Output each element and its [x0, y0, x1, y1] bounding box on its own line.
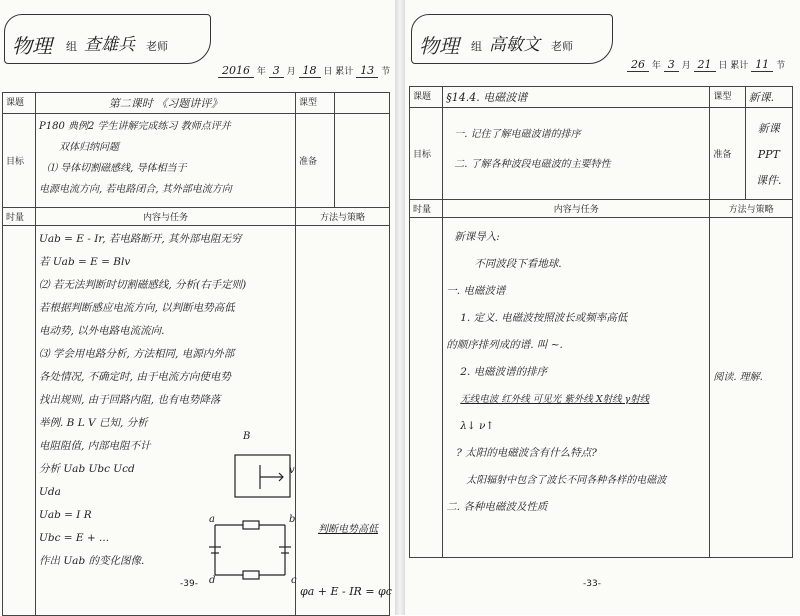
left-bottom-formula: φa + E - IR = φc — [300, 585, 392, 598]
book-gutter — [395, 0, 405, 615]
left-day-label: 日 — [323, 67, 333, 77]
right-header-teacher-label: 老师 — [551, 40, 573, 53]
left-content-line: 若 Uab = E = Blv — [39, 256, 131, 268]
left-time-label: 时量 — [3, 208, 36, 226]
left-month-label: 月 — [286, 67, 296, 77]
left-content-label: 内容与任务 — [36, 208, 296, 226]
left-header-subject: 物理 — [12, 34, 52, 58]
circuit-label-a: a — [209, 514, 215, 525]
right-header-group-label: 组 — [471, 40, 482, 53]
circuit-label-b-field: B — [243, 431, 251, 442]
right-topic-value: §14.4. 电磁波谱 — [443, 87, 710, 108]
left-content-line: Ubc = E + ... — [39, 532, 110, 544]
resistor-bottom — [243, 571, 259, 579]
right-lesson-table — [409, 86, 793, 558]
left-prep-label: 准备 — [296, 114, 335, 208]
left-header-teacher-label: 老师 — [146, 40, 168, 53]
circuit-label-d: d — [209, 575, 216, 585]
left-goal-line: ⑴ 导体切割磁感线, 导体相当于 — [47, 163, 187, 174]
circuit-label-v: v — [289, 465, 295, 476]
right-prep-cell — [745, 108, 792, 200]
left-goal-line: 电源电流方向, 若电路闭合, 其外部电流方向 — [39, 184, 232, 195]
right-content-line: 1. 定义. 电磁波按照波长或频率高低 — [460, 312, 628, 324]
left-header-name: 查雄兵 — [84, 35, 135, 55]
right-goal-line: 二. 了解各种波段电磁波的主要特性 — [454, 159, 611, 170]
left-topic-value: 第二课时 《习题讲评》 — [36, 93, 296, 114]
right-date-day: 21 — [694, 58, 716, 72]
right-lesson-type-value: 新课. — [745, 87, 792, 108]
right-total-count: 11 — [751, 58, 773, 72]
right-prep-line: 新课 — [757, 122, 780, 135]
left-date-year: 2016 — [218, 64, 254, 78]
right-page-number: -33- — [583, 579, 601, 589]
right-content-label: 内容与任务 — [443, 200, 710, 218]
left-lesson-table — [2, 92, 390, 616]
left-method-cell — [296, 226, 390, 616]
right-content-line: 太阳辐射中包含了波长不同各种各样的电磁波 — [466, 475, 667, 486]
right-month-label: 月 — [681, 61, 691, 71]
left-header-group-label: 组 — [66, 40, 77, 53]
left-content-line: 举例. B L V 已知, 分析 — [39, 417, 148, 429]
left-date-line — [218, 64, 390, 77]
left-method-label: 方法与策略 — [296, 208, 390, 226]
right-time-value — [410, 218, 443, 558]
left-content-line: 各处情况, 不确定时, 由于电流方向使电势 — [39, 371, 231, 383]
left-page — [0, 0, 395, 615]
left-content-line: 分析 Uab Ubc Ucd — [39, 463, 135, 475]
left-date-month: 3 — [269, 64, 284, 78]
right-date-month: 3 — [664, 58, 679, 72]
left-topic-label: 课题 — [3, 93, 36, 114]
right-content-line: 新课导入: — [454, 231, 500, 243]
left-page-number: -39- — [180, 579, 198, 589]
left-year-label: 年 — [256, 67, 266, 77]
right-date-year: 26 — [627, 58, 649, 72]
circuit-label-b: b — [289, 514, 296, 525]
resistor-top — [243, 521, 259, 529]
left-goal-label: 目标 — [3, 114, 36, 208]
right-method-cell — [710, 218, 793, 558]
right-date-line — [627, 58, 785, 71]
right-goal-cell — [443, 108, 710, 200]
right-goal-line: 一. 记住了解电磁波谱的排序 — [454, 129, 581, 140]
right-prep-label: 准备 — [710, 108, 745, 200]
left-time-value — [3, 226, 36, 616]
left-total-label: 累计 — [335, 67, 354, 77]
right-content-cell — [443, 218, 710, 558]
right-prep-line: 课件. — [756, 174, 782, 187]
right-goal-label: 目标 — [410, 108, 443, 200]
right-total-label: 累计 — [730, 61, 749, 71]
right-page — [405, 0, 800, 615]
right-content-line: 的顺序排列成的谱. 叫 ~. — [446, 339, 563, 351]
right-period-label: 节 — [776, 61, 786, 71]
right-header-subject: 物理 — [419, 34, 459, 58]
right-content-line: λ↓ ν↑ — [460, 420, 495, 432]
left-content-line: 作出 Uab 的变化图像. — [39, 555, 145, 567]
left-lesson-type-label: 课型 — [296, 93, 335, 114]
left-content-line: 电动势, 以外电路电流流向. — [39, 325, 165, 337]
left-lesson-type-value — [335, 93, 390, 114]
left-prep-value — [335, 114, 390, 208]
right-content-line: 二. 各种电磁波及性质 — [446, 501, 548, 513]
right-time-label: 时量 — [410, 200, 443, 218]
left-content-line: ⑵ 若无法判断时切割磁感线, 分析(右手定则) — [39, 279, 247, 291]
left-content-line: Uda — [39, 486, 61, 498]
left-goal-line: 双体归纳问题 — [59, 142, 119, 153]
right-content-line: 无线电波 红外线 可见光 紫外线 X射线 γ射线 — [460, 394, 650, 405]
left-side-note: 判断电势高低 — [318, 524, 378, 535]
right-lesson-type-label: 课型 — [710, 87, 745, 108]
right-content-line: 不同波段下看地球. — [474, 258, 562, 270]
right-content-line: 2. 电磁波谱的排序 — [460, 366, 548, 378]
right-method-label: 方法与策略 — [710, 200, 793, 218]
right-topic-label: 课题 — [410, 87, 443, 108]
left-total-count: 13 — [356, 64, 378, 78]
left-goal-line: P180 典例2 学生讲解完成练习 教师点评并 — [39, 121, 231, 132]
left-content-line: Uab = E - Ir, 若电路断开, 其外部电阻无穷 — [39, 233, 242, 245]
right-day-label: 日 — [718, 61, 728, 71]
right-content-line: 一. 电磁波谱 — [446, 285, 506, 297]
right-content-line: ? 太阳的电磁波含有什么特点? — [456, 447, 597, 459]
left-content-line: 找出规则, 由于回路内阻, 也有电势降落 — [39, 394, 221, 406]
left-period-label: 节 — [381, 67, 391, 77]
circuit-diagram — [205, 425, 305, 585]
right-prep-line: PPT — [757, 148, 780, 161]
left-content-line: 电阻阻值, 内部电阻不计 — [39, 440, 151, 452]
right-year-label: 年 — [651, 61, 661, 71]
right-method-note: 阅读. 理解. — [713, 372, 763, 383]
right-header-name: 高敏文 — [489, 35, 540, 55]
left-date-day: 18 — [299, 64, 321, 78]
circuit-label-c: c — [291, 575, 297, 585]
left-goal-cell — [36, 114, 296, 208]
left-content-line: ⑶ 学会用电路分析, 方法相同, 电源内外部 — [39, 348, 235, 360]
left-content-line: Uab = I R — [39, 509, 92, 521]
left-content-line: 若根据判断感应电流方向, 以判断电势高低 — [39, 302, 235, 314]
